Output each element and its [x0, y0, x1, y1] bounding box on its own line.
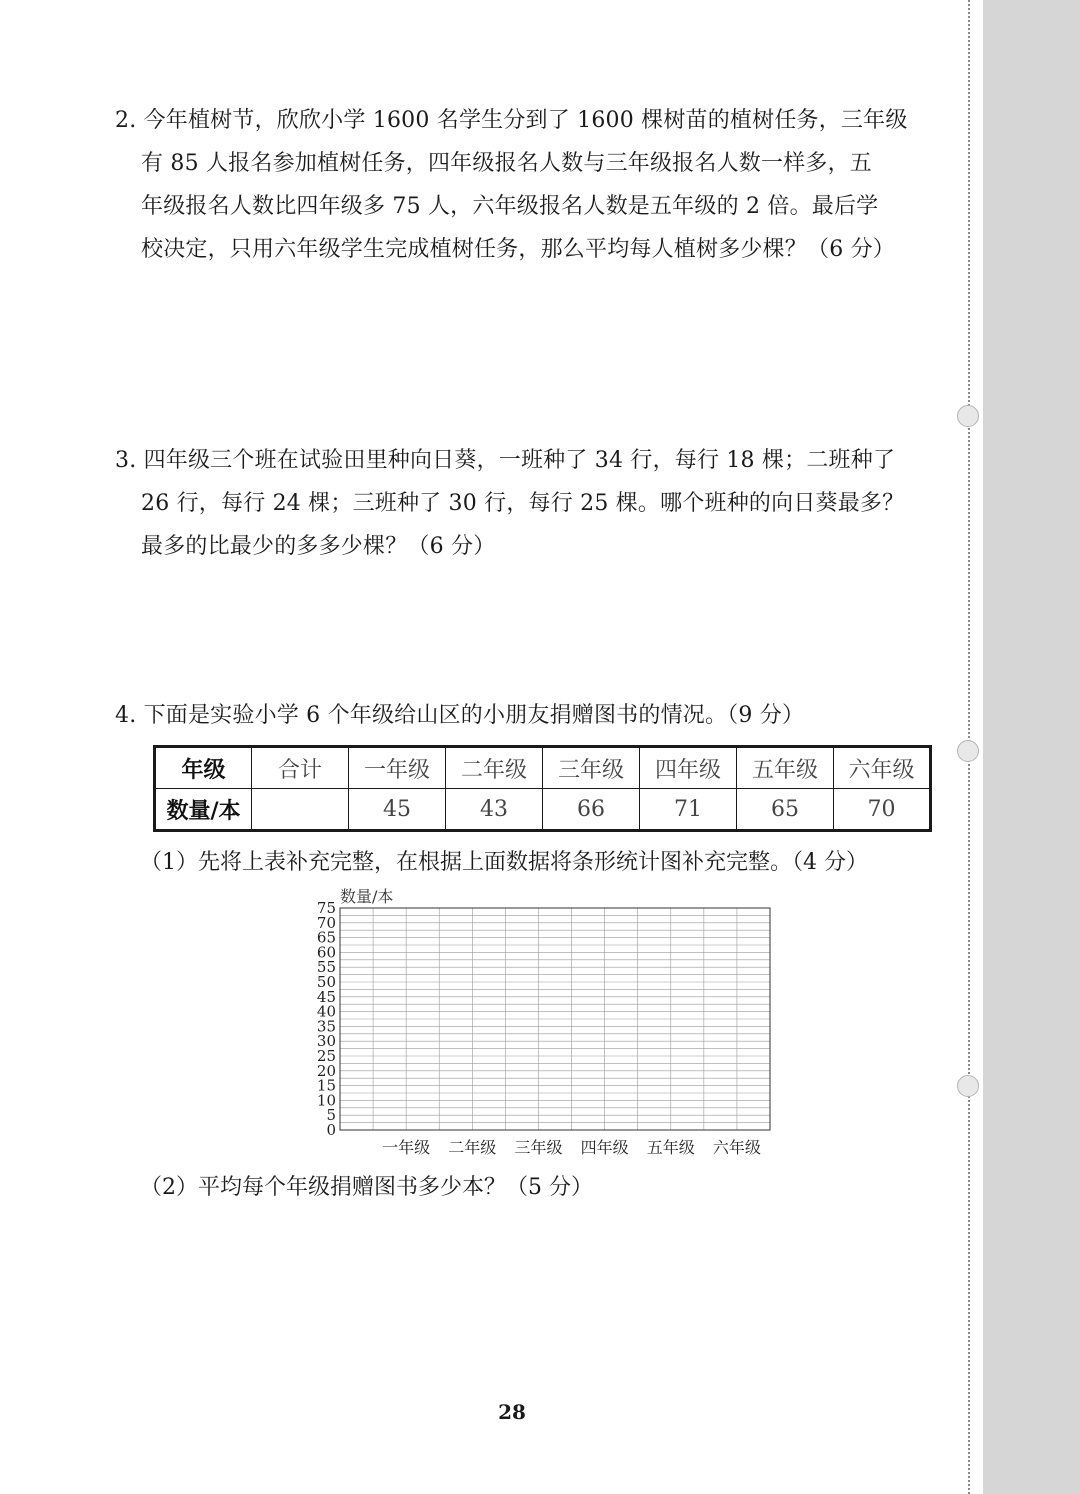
y-tick-label: 10 [316, 1091, 336, 1110]
donation-table [153, 745, 932, 832]
table-cell: 年级 [155, 747, 252, 789]
table-cell: 45 [349, 789, 446, 831]
binding-hole-icon [957, 740, 979, 762]
table-cell: 43 [446, 789, 543, 831]
y-tick-label: 0 [326, 1121, 336, 1139]
y-tick-label: 45 [316, 987, 336, 1006]
sub-question-2: （2）平均每个年级捐赠图书多少本？（5 分） [140, 1175, 593, 1200]
x-tick-label: 二年级 [448, 1138, 497, 1157]
page-number: 28 [498, 1400, 526, 1424]
q3-line: 最多的比最少的多多少棵？（6 分） [141, 534, 496, 559]
sub-question-1: （1）先将上表补充完整，在根据上面数据将条形统计图补充完整。（4 分） [140, 850, 868, 875]
table-header-row [155, 747, 931, 789]
bar-chart-grid [300, 883, 780, 1158]
q4-title: 4. 下面是实验小学 6 个年级给山区的小朋友捐赠图书的情况。（9 分） [115, 703, 805, 728]
y-tick-label: 25 [316, 1047, 336, 1065]
x-tick-label: 六年级 [712, 1138, 761, 1157]
y-tick-label: 35 [316, 1017, 336, 1036]
y-tick-label: 75 [316, 899, 336, 917]
table-cell: 二年级 [446, 747, 543, 789]
total-answer-cell[interactable] [252, 789, 349, 831]
q3-line: 26 行，每行 24 棵；三班种了 30 行，每行 25 棵。哪个班种的向日葵最多？ [141, 491, 905, 516]
y-tick-label: 20 [316, 1061, 336, 1080]
table-cell: 数量/本 [155, 789, 252, 831]
y-tick-label: 60 [316, 943, 336, 962]
q2-line: 2. 今年植树节，欣欣小学 1600 名学生分到了 1600 棵树苗的植树任务，三年级 [115, 108, 908, 133]
side-margin-strip [983, 0, 1080, 1494]
q2-line: 有 85 人报名参加植树任务，四年级报名人数与三年级报名人数一样多，五 [141, 151, 872, 176]
q2-line: 校决定，只用六年级学生完成植树任务，那么平均每人植树多少棵？（6 分） [141, 237, 895, 262]
table-cell: 一年级 [349, 747, 446, 789]
table-cell: 71 [640, 789, 737, 831]
q2-line: 年级报名人数比四年级多 75 人，六年级报名人数是五年级的 2 倍。最后学 [141, 194, 879, 219]
y-tick-label: 55 [316, 958, 336, 977]
question-4 [115, 694, 955, 737]
x-tick-label: 一年级 [382, 1138, 431, 1157]
y-tick-label: 70 [316, 913, 336, 932]
table-cell: 65 [737, 789, 834, 831]
y-tick-label: 15 [316, 1076, 336, 1095]
y-tick-label: 40 [316, 1002, 336, 1021]
y-axis-label: 数量/本 [340, 887, 394, 906]
binding-hole-icon [957, 405, 979, 427]
binding-hole-icon [957, 1075, 979, 1097]
table-cell: 66 [543, 789, 640, 831]
table-cell: 四年级 [640, 747, 737, 789]
table-cell: 三年级 [543, 747, 640, 789]
question-2 [115, 99, 955, 271]
x-tick-label: 五年级 [646, 1138, 695, 1157]
table-cell: 合计 [252, 747, 349, 789]
y-tick-label: 5 [326, 1106, 336, 1125]
y-tick-label: 65 [316, 928, 336, 947]
y-tick-label: 50 [316, 973, 336, 991]
x-tick-label: 四年级 [580, 1138, 629, 1157]
table-row [155, 789, 931, 831]
x-tick-label: 三年级 [514, 1138, 563, 1157]
table-cell: 六年级 [834, 747, 931, 789]
q3-line: 3. 四年级三个班在试验田里种向日葵，一班种了 34 行，每行 18 棵；二班种了 [115, 448, 896, 473]
table-cell: 70 [834, 789, 931, 831]
y-tick-label: 30 [316, 1032, 336, 1051]
table-cell: 五年级 [737, 747, 834, 789]
question-3 [115, 439, 955, 568]
